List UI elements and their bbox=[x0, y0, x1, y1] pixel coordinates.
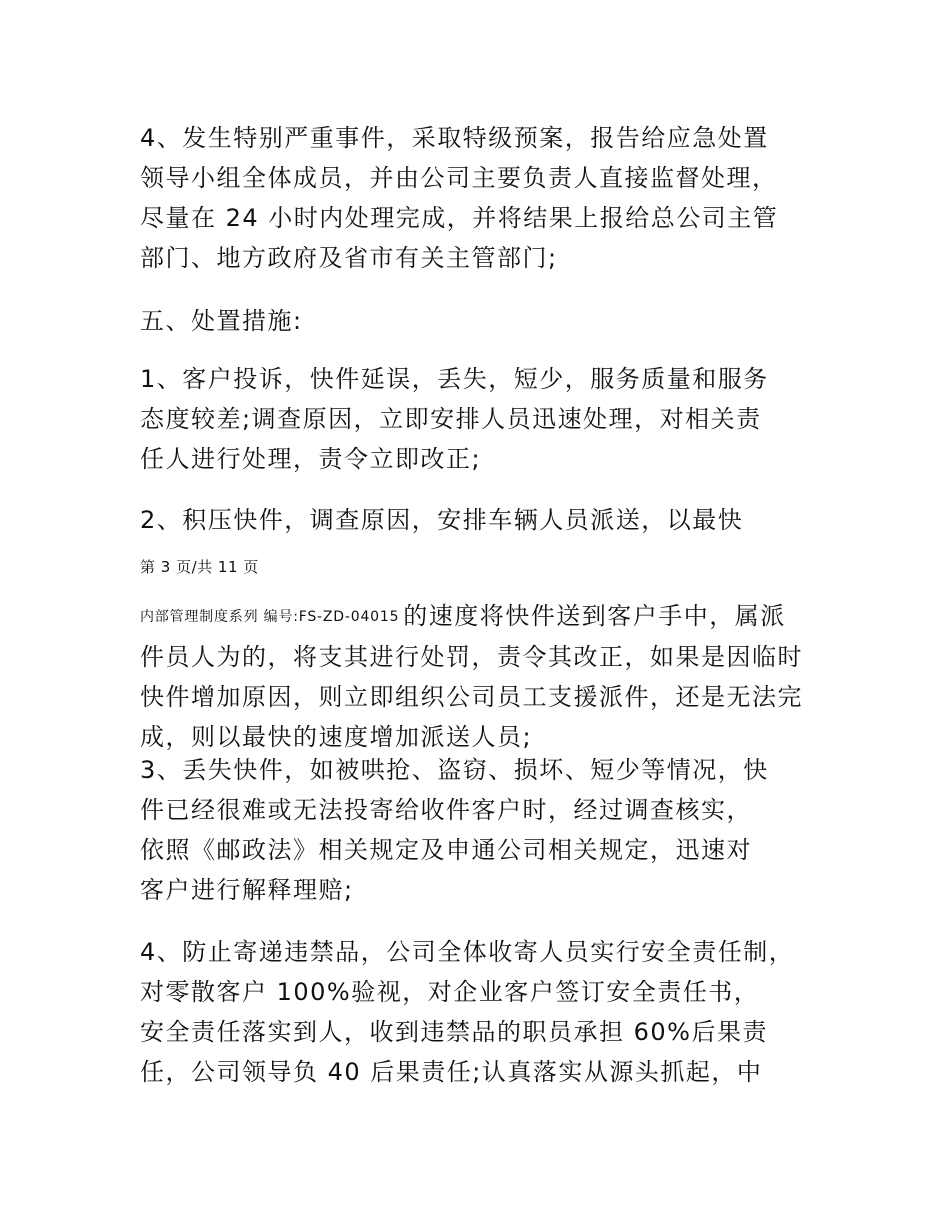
text-line: 对零散客户 100%验视，对企业客户签订安全责任书， bbox=[140, 978, 760, 1006]
text-line: 件员人为的，将支其进行处罚，责令其改正，如果是因临时 bbox=[140, 643, 803, 671]
text-line: 4、防止寄递违禁品，公司全体收寄人员实行安全责任制， bbox=[140, 938, 795, 966]
section-heading bbox=[140, 301, 840, 341]
text-line: 依照《邮政法》相关规定及申通公司相关规定，迅速对 bbox=[140, 836, 752, 864]
text-line: 件已经很难或无法投寄给收件客户时，经过调查核实， bbox=[140, 796, 752, 824]
text-fragment: 的速度将快件送到客户手中，属派 bbox=[403, 602, 786, 630]
text-line: 安全责任落实到人，收到违禁品的职员承担 60%后果责 bbox=[140, 1018, 768, 1046]
text-line: 尽量在 24 小时内处理完成，并将结果上报给总公司主管 bbox=[140, 204, 779, 232]
text-line: 任，公司领导负 40 后果责任;认真落实从源头抓起，中 bbox=[140, 1058, 763, 1086]
paragraph-lost-parcel bbox=[140, 750, 840, 910]
section-title: 五、处置措施: bbox=[140, 307, 303, 335]
text-line: 任人进行处理，责令立即改正; bbox=[140, 445, 482, 473]
text-line: 态度较差;调查原因，立即安排人员迅速处理，对相关责 bbox=[140, 405, 762, 433]
paragraph-prohibited-items bbox=[140, 932, 840, 1092]
text-line: 领导小组全体成员，并由公司主要负责人直接监督处理， bbox=[140, 164, 778, 192]
text-line: 4、发生特别严重事件，采取特级预案，报告给应急处置 bbox=[140, 124, 769, 152]
page-number-footer: 第 3 页/共 11 页 bbox=[140, 558, 259, 576]
paragraph-severe-event bbox=[140, 118, 840, 278]
text-line: 1、客户投诉，快件延误，丢失，短少，服务质量和服务 bbox=[140, 365, 769, 393]
text-line: 2、积压快件，调查原因，安排车辆人员派送，以最快 bbox=[140, 506, 744, 534]
text-line: 成，则以最快的速度增加派送人员; bbox=[140, 723, 533, 751]
text-line bbox=[140, 596, 840, 637]
text-line: 快件增加原因，则立即组织公司员工支援派件，还是无法完 bbox=[140, 683, 803, 711]
text-line: 3、丢失快件，如被哄抢、盗窃、损坏、短少等情况，快 bbox=[140, 756, 769, 784]
document-header: 内部管理制度系列 编号:FS-ZD-04015 bbox=[140, 609, 400, 625]
text-line: 客户进行解释理赔; bbox=[140, 876, 354, 904]
paragraph-complaint bbox=[140, 359, 840, 479]
paragraph-backlog bbox=[140, 500, 840, 540]
text-line: 部门、地方政府及省市有关主管部门; bbox=[140, 244, 558, 272]
paragraph-backlog-continued bbox=[140, 596, 840, 757]
